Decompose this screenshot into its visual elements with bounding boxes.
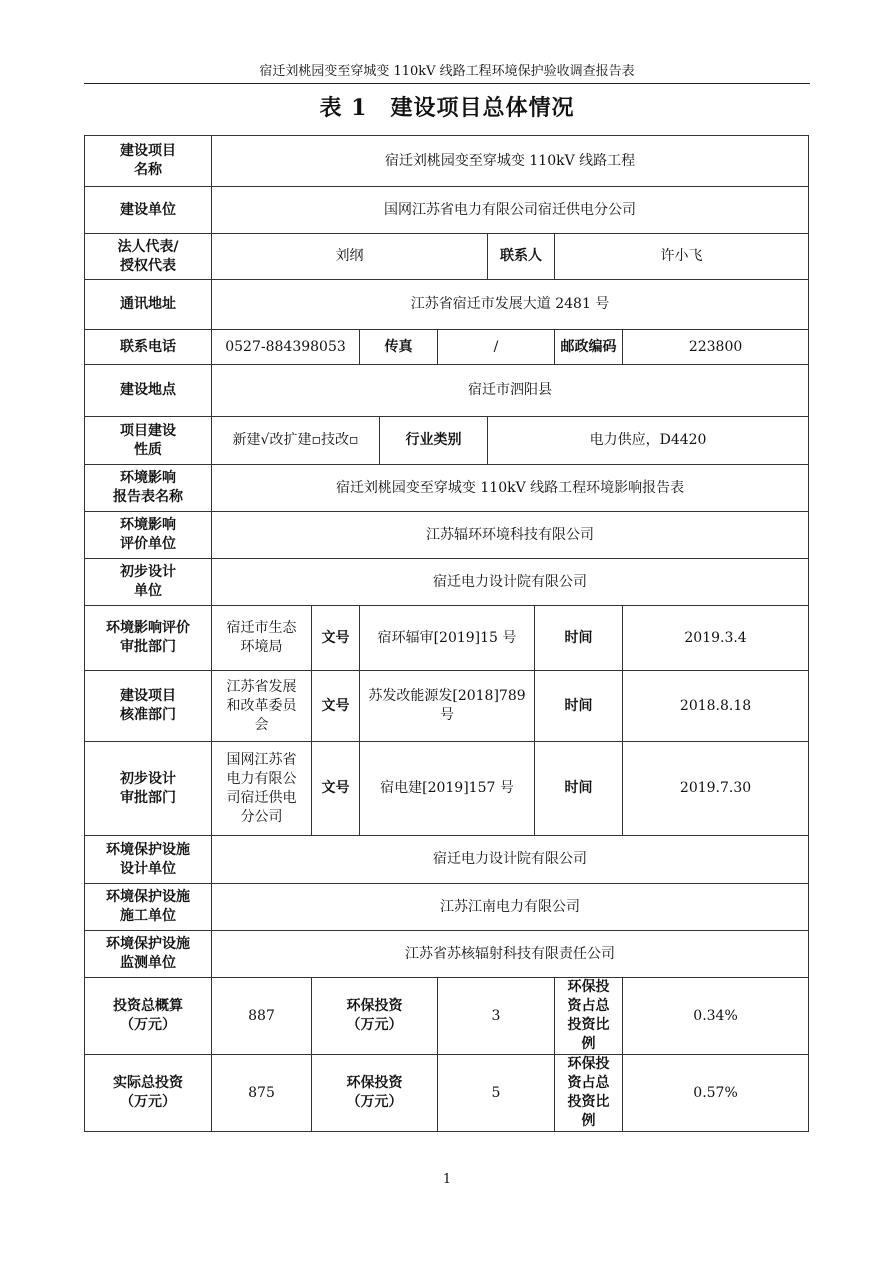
industry-value: 电力供应，D4420 (488, 417, 809, 465)
contact-value: 许小飞 (555, 234, 809, 280)
budget-ratio-label: 环保投 资占总 投资比 例 (555, 978, 623, 1055)
table-row (85, 671, 809, 742)
page-number: 1 (442, 1172, 452, 1187)
eia-report-value: 宿迁刘桃园变至穿城变 110kV 线路工程环境影响报告表 (212, 465, 809, 512)
budget-env-label: 环保投资 （万元） (312, 978, 438, 1055)
eia-approval-time-label: 时间 (535, 606, 623, 671)
project-approval-doc-value: 苏发改能源发[2018]789 号 (360, 671, 535, 742)
location-label: 建设地点 (85, 365, 212, 417)
phone-value: 0527-884398053 (212, 330, 360, 365)
actual-ratio-label: 环保投 资占总 投资比 例 (555, 1055, 623, 1132)
actual-ratio-value: 0.57% (623, 1055, 809, 1132)
zip-label: 邮政编码 (555, 330, 623, 365)
actual-env-label: 环保投资 （万元） (312, 1055, 438, 1132)
table-row (85, 365, 809, 417)
env-monitoring-value: 江苏省苏核辐射科技有限责任公司 (212, 931, 809, 978)
project-approval-time-label: 时间 (535, 671, 623, 742)
running-header: 宿迁刘桃园变至穿城变 110kV 线路工程环境保护验收调查报告表 (259, 64, 635, 79)
prelim-design-label: 初步设计 单位 (85, 559, 212, 606)
legal-rep-label: 法人代表/ 授权代表 (85, 234, 212, 280)
prelim-design-value: 宿迁电力设计院有限公司 (212, 559, 809, 606)
address-value: 江苏省宿迁市发展大道 2481 号 (212, 280, 809, 330)
contact-label: 联系人 (488, 234, 555, 280)
builder-value: 国网江苏省电力有限公司宿迁供电分公司 (212, 187, 809, 234)
table-row (85, 512, 809, 559)
table-row (85, 559, 809, 606)
design-approval-label: 初步设计 审批部门 (85, 742, 212, 836)
location-value: 宿迁市泗阳县 (212, 365, 809, 417)
eia-unit-label: 环境影响 评价单位 (85, 512, 212, 559)
table-row (85, 330, 809, 365)
table-row (85, 606, 809, 671)
table-row (85, 1055, 809, 1132)
env-construction-label: 环境保护设施 施工单位 (85, 884, 212, 931)
table-row (85, 234, 809, 280)
eia-unit-value: 江苏辐环环境科技有限公司 (212, 512, 809, 559)
design-approval-doc-value: 宿电建[2019]157 号 (360, 742, 535, 836)
budget-ratio-value: 0.34% (623, 978, 809, 1055)
design-approval-time-label: 时间 (535, 742, 623, 836)
phone-label: 联系电话 (85, 330, 212, 365)
env-monitoring-label: 环境保护设施 监测单位 (85, 931, 212, 978)
table-row (85, 742, 809, 836)
table-title: 表 1 建设项目总体情况 (319, 95, 575, 121)
fax-label: 传真 (360, 330, 438, 365)
eia-approval-dept: 宿迁市生态 环境局 (212, 606, 312, 671)
project-approval-doc-label: 文号 (312, 671, 360, 742)
actual-total-label: 实际总投资 （万元） (85, 1055, 212, 1132)
eia-approval-time-value: 2019.3.4 (623, 606, 809, 671)
project-name-value: 宿迁刘桃园变至穿城变 110kV 线路工程 (212, 136, 809, 187)
zip-value: 223800 (623, 330, 809, 365)
table-row (85, 280, 809, 330)
budget-env-value: 3 (438, 978, 555, 1055)
budget-total-label: 投资总概算 （万元） (85, 978, 212, 1055)
table-row (85, 836, 809, 884)
legal-rep-value: 刘纲 (212, 234, 488, 280)
eia-approval-doc-value: 宿环辐审[2019]15 号 (360, 606, 535, 671)
nature-label: 项目建设 性质 (85, 417, 212, 465)
design-approval-time-value: 2019.7.30 (623, 742, 809, 836)
project-approval-time-value: 2018.8.18 (623, 671, 809, 742)
budget-total-value: 887 (212, 978, 312, 1055)
eia-report-label: 环境影响 报告表名称 (85, 465, 212, 512)
table-row (85, 978, 809, 1055)
env-construction-value: 江苏江南电力有限公司 (212, 884, 809, 931)
table-row (85, 465, 809, 512)
builder-label: 建设单位 (85, 187, 212, 234)
eia-approval-label: 环境影响评价 审批部门 (85, 606, 212, 671)
project-overview-table (84, 135, 809, 1132)
table-row (85, 884, 809, 931)
table-row (85, 187, 809, 234)
project-name-label: 建设项目 名称 (85, 136, 212, 187)
industry-label: 行业类别 (380, 417, 488, 465)
table-row (85, 931, 809, 978)
design-approval-doc-label: 文号 (312, 742, 360, 836)
actual-total-value: 875 (212, 1055, 312, 1132)
actual-env-value: 5 (438, 1055, 555, 1132)
env-design-label: 环境保护设施 设计单位 (85, 836, 212, 884)
table-row (85, 136, 809, 187)
project-approval-label: 建设项目 核准部门 (85, 671, 212, 742)
nature-value: 新建√改扩建▫技改▫ (212, 417, 380, 465)
design-approval-dept: 国网江苏省 电力有限公 司宿迁供电 分公司 (212, 742, 312, 836)
env-design-value: 宿迁电力设计院有限公司 (212, 836, 809, 884)
header-rule (84, 83, 810, 84)
eia-approval-doc-label: 文号 (312, 606, 360, 671)
address-label: 通讯地址 (85, 280, 212, 330)
project-approval-dept: 江苏省发展 和改革委员 会 (212, 671, 312, 742)
table-row (85, 417, 809, 465)
fax-value: / (438, 330, 555, 365)
